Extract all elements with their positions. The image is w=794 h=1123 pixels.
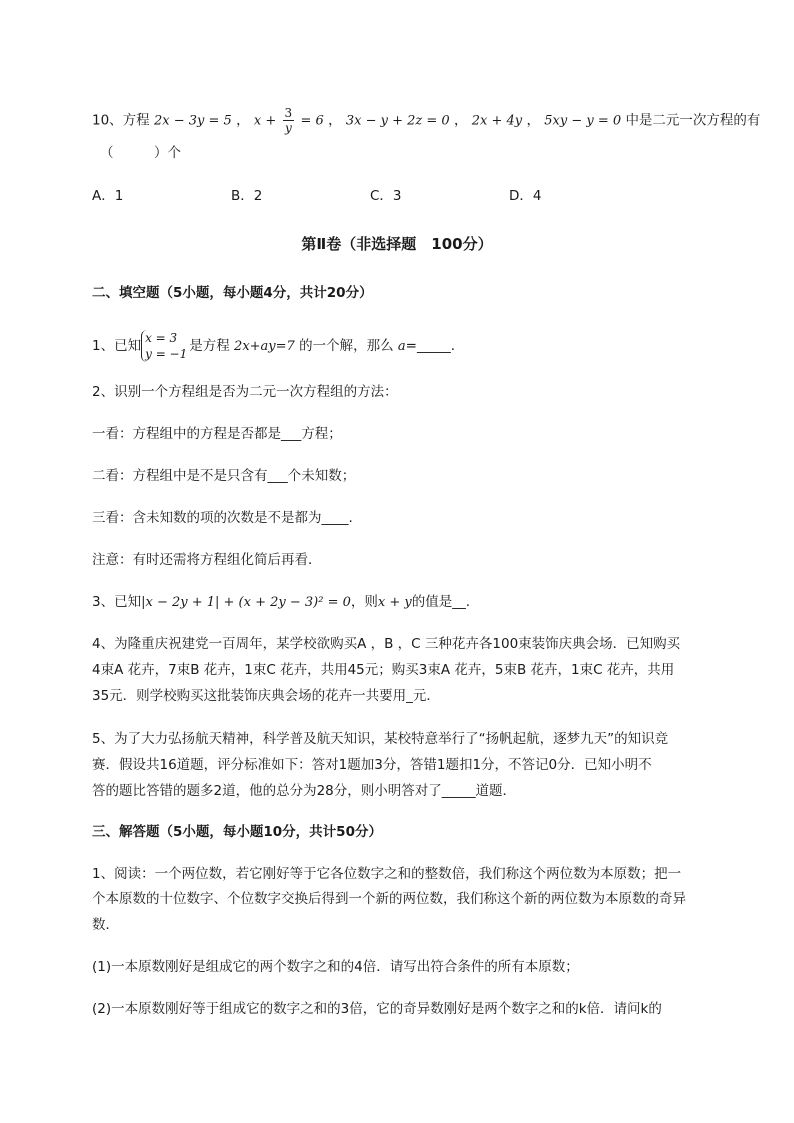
fill1-sys-line1: x = 3 [145, 331, 178, 345]
fill5-line2: 赛．假设共16道题，评分标准如下：答对1题加3分，答错1题扣1分，不答记0分．已知小明不 [92, 757, 652, 773]
fill3-expression: |x − 2y + 1| + (x + 2y − 3)² = 0 [141, 595, 351, 610]
q10-tail: 中是二元一次方程的有 [625, 112, 761, 129]
option-b: B．2 [231, 188, 263, 204]
fill1-pre: 1、已知 [92, 338, 142, 354]
fill3-expression2: x + y [377, 595, 412, 610]
q10-eq1: 2x − 3y = 5 [153, 113, 232, 129]
fill1-sys-line2: y = −1 [145, 347, 188, 361]
q10-sep: ， [453, 112, 468, 129]
q10-number: 10、方程 [92, 112, 150, 129]
fill2-step2: 二看：方程组中是不是只含有___个未知数； [92, 468, 356, 484]
fill1-equation: 2x+ay=7 [234, 339, 295, 354]
solve1-line1: 1、阅读：一个两位数，若它刚好等于它各位数字之和的整数倍，我们称这个两位数为本原数；把一 [92, 866, 682, 882]
fill5-line3: 答的题比答错的题多2道，他的总分为28分，则小明答对了_____道题． [92, 783, 517, 799]
q10-eq5: 5xy − y = 0 [544, 113, 622, 129]
fill2-step1: 一看：方程组中的方程是否都是___方程； [92, 426, 342, 442]
section2-header: 二、填空题（5小题，每小题4分，共计20分） [92, 285, 373, 301]
q10-fraction-denominator: y [284, 121, 292, 135]
fill2-step3: 三看：含未知数的项的次数是不是都为____. [92, 510, 353, 526]
q10-eq2a: x + [253, 113, 277, 129]
q10-answer-paren: （ ）个 [100, 145, 181, 161]
q10-eq2b: = 6 [300, 113, 324, 129]
q10-eq4: 2x + 4y [471, 113, 523, 129]
option-c: C．3 [370, 188, 402, 204]
option-d: D．4 [509, 188, 542, 204]
fill5-line1: 5、为了大力弘扬航天精神，科学普及航天知识，某校特意举行了“扬帆起航，逐梦九天”的知识竞 [92, 731, 669, 747]
fill3-post: 的值是__. [411, 594, 470, 610]
fill1-end: =_____. [405, 338, 456, 354]
q10-sep: ， [526, 112, 540, 129]
fill4-line3: 35元．则学校购买这批装饰庆典会场的花卉一共要用_元． [92, 688, 440, 704]
q10-sep: ， [236, 112, 250, 129]
fill2-note: 注意：有时还需将方程组化简后再看． [92, 552, 322, 568]
part2-title: 第Ⅱ卷（非选择题 100分） [301, 235, 493, 253]
fill3-pre: 3、已知 [92, 594, 142, 610]
q10-eq3: 3x − y + 2z = 0 [345, 113, 450, 129]
fill1-mid: 是方程 [189, 338, 230, 354]
fill-question-3 [92, 592, 470, 613]
fill3-mid: ，则 [350, 594, 378, 610]
fill-question-1 [92, 330, 455, 363]
fill2-intro: 2、识别一个方程组是否为二元一次方程组的方法： [92, 384, 398, 400]
fill4-line1: 4、为隆重庆祝建党一百周年，某学校欲购买A ，B ，C 三种花卉各100束装饰庆典会场．已知购买 [92, 636, 681, 652]
q10-fraction [283, 106, 295, 135]
solve1-sub2: (2)一本原数刚好等于组成它的数字之和的3倍，它的奇异数刚好是两个数字之和的k倍．请问k的 [92, 1001, 662, 1017]
solve1-line2: 个本原数的十位数字、个位数字交换后得到一个新的两位数，我们称这个新的两位数为本原数的奇异 [92, 891, 686, 907]
section3-header: 三、解答题（5小题，每小题10分，共计50分） [92, 824, 382, 840]
fill1-var: a [397, 339, 406, 354]
fill4-line2: 4束A 花卉，7束B 花卉，1束C 花卉，共用45元；购买3束A 花卉，5束B 花卉，1束C 花卉，共用 [92, 662, 675, 678]
solve1-line3: 数． [92, 917, 119, 933]
fill1-equation-system [141, 330, 187, 362]
q10-fraction-numerator: 3 [284, 106, 293, 120]
fill1-post: 的一个解，那么 [299, 338, 394, 354]
solve1-sub1: (1)一本原数刚好是组成它的两个数字之和的4倍．请写出符合条件的所有本原数； [92, 959, 579, 975]
question-10 [92, 106, 760, 135]
option-a: A．1 [92, 188, 124, 204]
q10-sep: ， [328, 112, 342, 129]
